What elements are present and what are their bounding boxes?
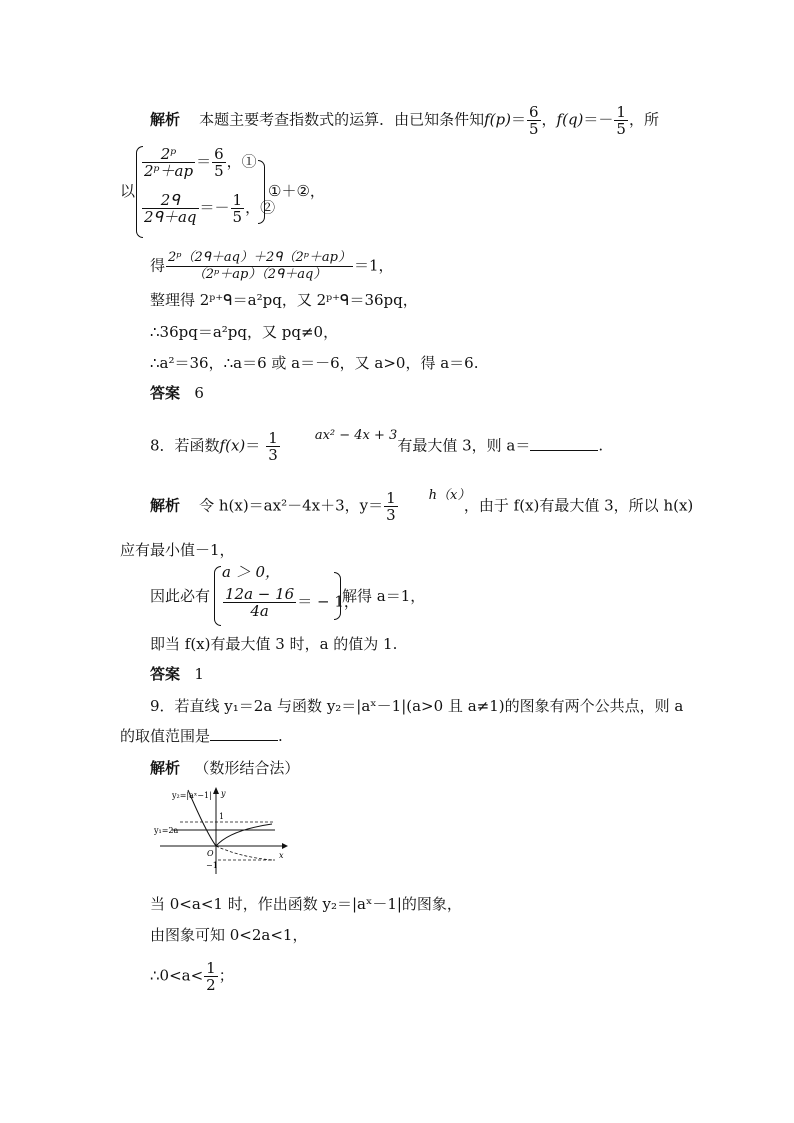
s7-sys2-tag: ，② — [245, 198, 276, 217]
s7-big-den: （2ᵖ＋ap）（2ᑫ＋aq） — [192, 267, 327, 282]
q9-line1: 9．若直线 y₁＝2a 与函数 y₂＝|aˣ－1|(a>0 且 a≠1)的图象有两个公共点，则 a — [150, 697, 684, 715]
label-x: x — [279, 851, 284, 860]
s7-line5: ∴36pq＝a²pq，又 pq≠0， — [150, 323, 339, 341]
q8-answer-blank[interactable] — [530, 436, 598, 451]
s8-answer-label: 答案 — [150, 665, 181, 683]
s7-frac-den: 5 — [616, 120, 626, 138]
s7-sys1-val-num: 6 — [214, 145, 224, 163]
s7-sys1-val — [212, 146, 226, 179]
q8-exponent: ax² − 4x + 3 — [314, 427, 398, 443]
s7-system-close — [258, 160, 265, 224]
s7-line4: 整理得 2ᵖ⁺ᑫ＝a²pq，又 2ᵖ⁺ᑫ＝36pq， — [150, 291, 418, 309]
s7-sys1-rhs: ＝ — [196, 152, 212, 171]
s7-line1-text: 本题主要考查指数式的运算．由已知条件知 — [199, 110, 485, 129]
q9-line2-text: 的取值范围是 — [120, 727, 211, 745]
s9-frac-den: 2 — [206, 976, 216, 994]
q8-fx: f(x) — [219, 436, 246, 455]
s8-base-frac — [384, 490, 398, 523]
curve-reflection — [216, 846, 272, 860]
s9-line1 — [150, 758, 299, 778]
s8-exponent: h（x） — [428, 487, 464, 503]
s9-line5 — [150, 960, 234, 993]
label-o: O — [207, 849, 214, 858]
s7-sys2-rhs: ＝－ — [199, 198, 230, 217]
s7-big-num: 2ᵖ（2ᑫ＋aq）＋2ᑫ（2ᵖ＋ap） — [168, 250, 351, 265]
s7-sys1-frac — [142, 146, 195, 179]
label-y2: y₂=|aˣ−1| — [172, 791, 212, 800]
q8-end: . — [598, 436, 604, 455]
s7-answer-label: 答案 — [150, 384, 181, 402]
s7-sys2-den: 2ᑫ＋aq — [144, 208, 197, 226]
q9-end: . — [278, 727, 283, 745]
label-1: 1 — [219, 812, 225, 821]
s8-system-close — [334, 572, 341, 620]
s7-sys2-num: 2ᑫ — [160, 191, 180, 209]
s8-sys-post: 解得 a＝1， — [342, 587, 426, 605]
s7-de: 得 — [150, 256, 166, 275]
s8-sys-den: 4a — [250, 602, 269, 620]
s8-sys-top — [222, 562, 280, 582]
s7-sys-after: ①＋②， — [268, 182, 325, 200]
s7-answer-value: 6 — [194, 384, 204, 402]
s7-sys2-frac — [142, 192, 199, 225]
s7-frac-den: 5 — [528, 120, 539, 138]
s8-system-brace — [214, 566, 221, 626]
s8-sys-frac — [223, 586, 296, 619]
s8-sys-num: 12a − 16 — [225, 585, 295, 603]
s7-sys1-den: 2ᵖ＋ap — [144, 162, 194, 180]
s7-sys2-val — [231, 192, 245, 225]
s7-eq-minus: ＝－ — [583, 110, 614, 129]
q8-base-den: 3 — [268, 446, 278, 464]
s7-sys1-val-den: 5 — [214, 162, 224, 180]
s7-frac-6-5 — [527, 104, 541, 137]
s8-line2: 应有最小值－1， — [120, 541, 235, 559]
s7-sys2-val-den: 5 — [232, 208, 243, 226]
y-axis-arrow — [213, 787, 219, 794]
s8-sol-post: ，由于 f(x)有最大值 3，所以 h(x) — [463, 496, 694, 515]
s7-line6: ∴a²＝36，∴a＝6 或 a＝－6，又 a>0，得 a＝6. — [150, 354, 479, 372]
s7-system-row1 — [141, 146, 257, 179]
s7-jiexi-label: 解析 — [150, 110, 181, 129]
s8-sys-top-text: a ＞ 0， — [222, 563, 281, 581]
s8-sol-pre: 令 h(x)＝ax²－4x＋3，y＝ — [199, 496, 384, 515]
q8-post: 有最大值 3，则 a＝ — [397, 436, 531, 455]
s9-line5-pre: ∴0<a< — [150, 966, 204, 985]
s7-line3 — [150, 250, 394, 283]
s7-big-frac — [166, 250, 353, 283]
s8-base-den: 3 — [386, 506, 396, 524]
s9-line4: 由图象可知 0<2a<1， — [150, 926, 308, 944]
q8-pre: 8．若函数 — [150, 436, 220, 455]
q9-line2 — [120, 726, 283, 746]
s7-sys1-num: 2ᵖ — [160, 145, 177, 163]
label-y: y — [221, 789, 226, 798]
s9-frac-1-2 — [204, 960, 218, 993]
s8-jiexi-label: 解析 — [150, 496, 181, 515]
s7-big-rhs: ＝1， — [353, 256, 394, 275]
s7-sys2-val-num: 1 — [232, 191, 243, 209]
s8-base-num: 1 — [386, 489, 396, 507]
s7-frac-num: 6 — [528, 103, 539, 121]
s9-jiexi-label: 解析 — [150, 759, 181, 777]
s8-answer — [150, 664, 204, 684]
s8-line4: 即当 f(x)有最大值 3 时，a 的值为 1. — [150, 635, 398, 653]
s9-method: （数形结合法） — [194, 759, 300, 777]
label-m1: −1 — [206, 861, 218, 870]
q8-line — [150, 427, 604, 464]
q8-eq: ＝ — [245, 436, 261, 455]
s8-sys-rhs: ＝ − 1， — [297, 592, 359, 611]
s8-line1 — [150, 487, 694, 524]
s7-fp: f(p) — [484, 110, 511, 129]
s7-system-row2 — [141, 192, 275, 225]
q8-base-frac — [266, 430, 280, 463]
s7-eq: ＝ — [510, 110, 526, 129]
s7-yi: 以 — [120, 182, 136, 200]
s9-frac-num: 1 — [206, 959, 216, 977]
s9-line5-post: ； — [218, 966, 234, 985]
s9-function-graph — [150, 782, 290, 877]
s7-comma: ， — [541, 110, 557, 129]
s7-sys1-tag: ，① — [226, 152, 257, 171]
label-y1: y₁=2a — [154, 826, 179, 835]
s9-line3: 当 0<a<1 时，作出函数 y₂＝|aˣ－1|的图象， — [150, 895, 462, 913]
q8-base-num: 1 — [268, 429, 278, 447]
s8-sys-pre: 因此必有 — [150, 587, 211, 605]
s7-line1 — [150, 104, 659, 137]
s7-frac-num: 1 — [616, 103, 626, 121]
s7-fq: f(q) — [556, 110, 584, 129]
s7-answer — [150, 383, 204, 403]
s7-suo: ，所 — [628, 110, 659, 129]
s7-frac-1-5 — [614, 104, 628, 137]
s8-answer-value: 1 — [194, 665, 204, 683]
q9-answer-blank[interactable] — [210, 726, 278, 741]
x-axis-arrow — [282, 843, 288, 849]
